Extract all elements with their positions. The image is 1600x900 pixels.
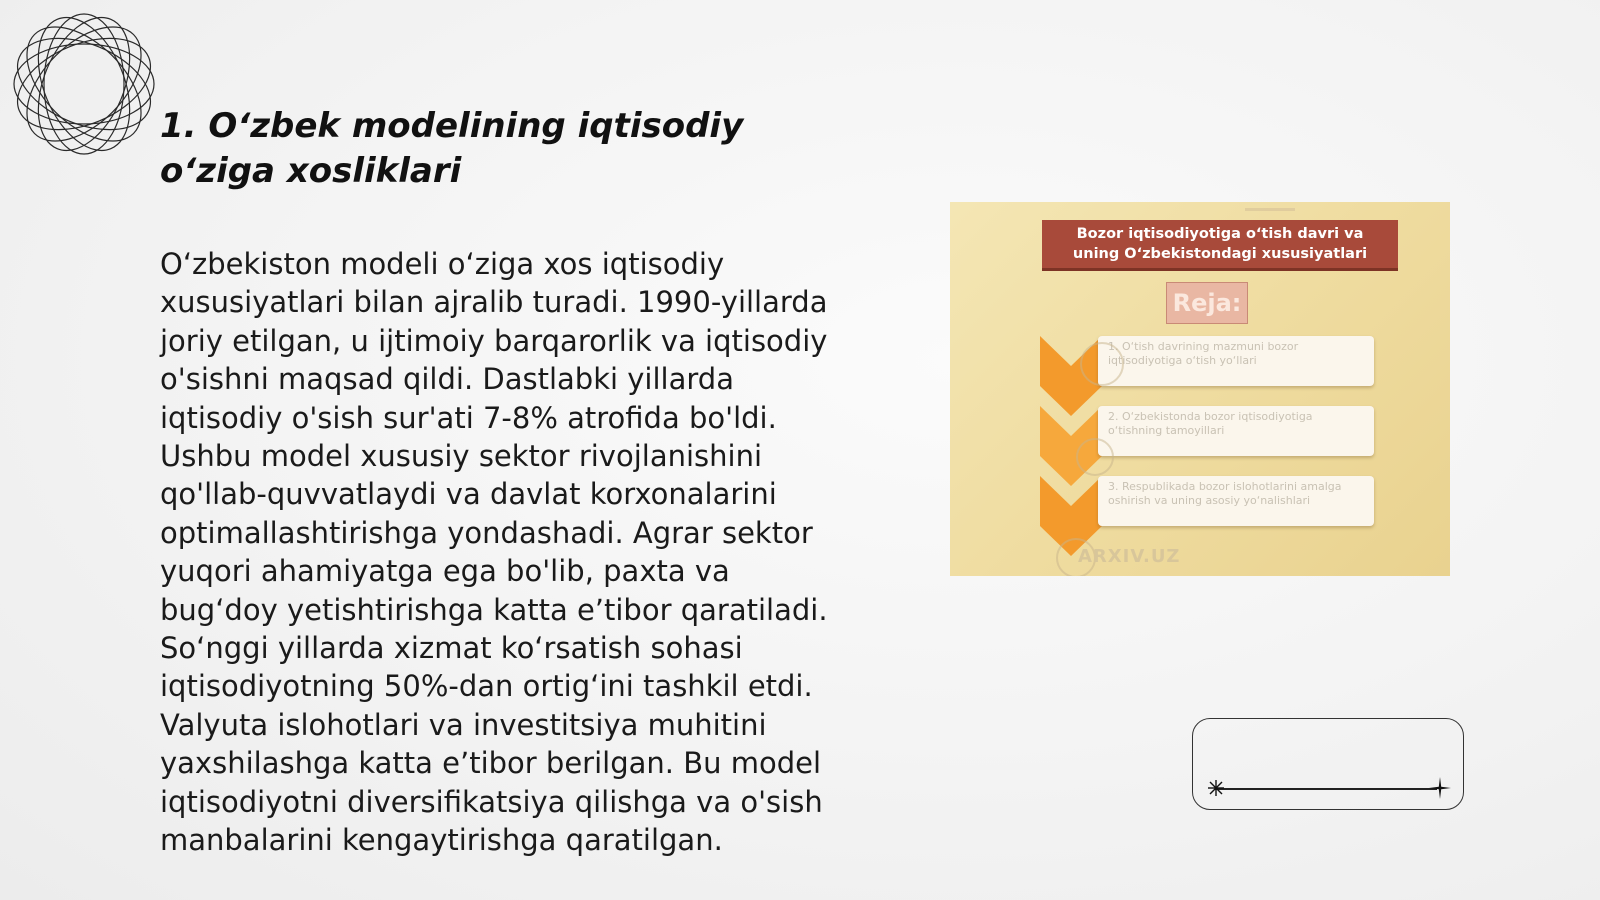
step-item-2: 2. O‘zbekistonda bozor iqtisodiyotiga o‘tishning tamoyillari [1098, 406, 1374, 456]
embedded-slide-image [950, 202, 1450, 576]
watermark-circle [1080, 342, 1124, 386]
slider-track [1215, 788, 1437, 790]
watermark-text: ARXIV.UZ [1078, 546, 1181, 567]
rosette-ellipse [10, 10, 158, 158]
rosette-ellipse [10, 10, 158, 158]
image-heading-line-1: Bozor iqtisodiyotiga o‘tish davri va [1076, 226, 1364, 242]
image-heading [1042, 220, 1398, 271]
decorative-slider-frame [1192, 718, 1464, 810]
rosette-ellipse [10, 20, 158, 147]
rosette-ellipse [20, 10, 147, 158]
body-paragraph: O‘zbekiston modeli o‘ziga xos iqtisodiy xususiyatlari bilan ajralib turadi. 1990-yillarda joriy etilgan, u ijtimoiy barqarorlik va iqtisodiy o'sishni maqsad qildi. Dastlabki yillarda iqtisodiy o'sish sur'ati 7-8% atrofida bo'ldi. Ushbu model xususiy sektor rivojlanishini qo'llab-quvvatlaydi va davlat korxonalarini optimallashtirishga yondashadi. Agrar sektor yuqori ahamiyatga ega bo'lib, paxta va bug‘doy yetishtirishga katta e’tibor qaratiladi. So‘nggi yillarda xizmat ko‘rsatish sohasi iqtisodiyotning 50%-dan ortig‘ini tashkil etdi. Valyuta islohotlari va investitsiya muhitini yaxshilashga katta e’tibor berilgan. Bu model iqtisodiyotni diversifikatsiya qilishga va o'sish manbalarini kengaytirishga qaratilgan. [160, 247, 828, 858]
rosette-ellipse [10, 20, 158, 147]
plan-label: Reja: [1166, 282, 1248, 324]
rosette-ellipse [20, 10, 147, 158]
four-point-star-icon [1429, 777, 1451, 799]
step-item-1: 1. O‘tish davrining mazmuni bozor iqtisodiyotiga o‘tish yo‘llari [1098, 336, 1374, 386]
sparkle-icon [1207, 779, 1225, 797]
page-title: 1. O‘zbek modelining iqtisodiy o‘ziga xosliklari [160, 106, 744, 191]
step-item-3: 3. Respublikada bozor islohotlarini amalga oshirish va uning asosiy yo‘nalishlari [1098, 476, 1374, 526]
top-mark [1245, 208, 1295, 211]
image-heading-line-2: uning O‘zbekistondagi xususiyatlari [1072, 246, 1368, 262]
circle-rosette-icon [10, 10, 158, 158]
watermark-circle [1076, 438, 1114, 476]
